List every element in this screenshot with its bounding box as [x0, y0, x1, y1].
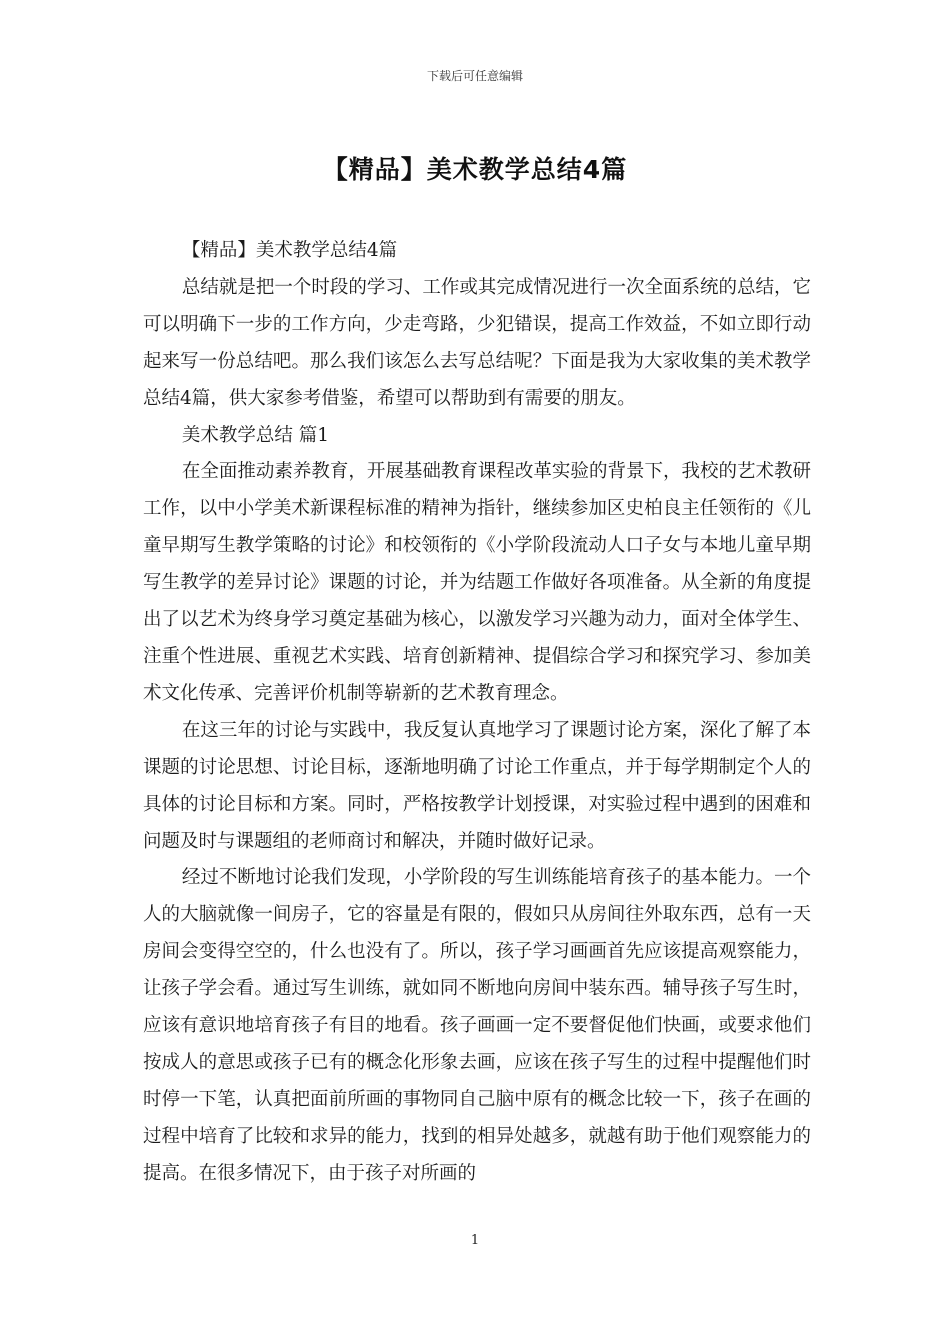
header-note: 下载后可任意编辑 — [426, 69, 523, 83]
document-title: 【精品】美术教学总结4篇 — [322, 155, 628, 184]
section-heading: 美术教学总结 篇1 — [181, 424, 329, 446]
paragraph: 经过不断地讨论我们发现，小学阶段的写生训练能培育孩子的基本能力。一个人的大脑就像一间房子，它的容量是有限的，假如只从房间往外取东西，总有一天房间会变得空空的，什么也没有了。所以，孩子学习画画首先应该提高观察能力，让孩子学会看。通过写生训练，就如同不断地向房间中装东西。辅导孩子写生时，应该有意识地培育孩子有目的地看。孩子画画一定不要督促他们快画，或要求他们按成人的意思或孩子已有的概念化形象去画，应该在孩子写生的过程中提醒他们时时停一下笔，认真把面前所画的事物同自己脑中原有的概念比较一下，孩子在画的过程中培育了比较和求异的能力，找到的相异处越多，就越有助于他们观察能力的提高。在很多情况下，由于孩子对所画的 — [143, 867, 811, 1184]
page-number: 1 — [470, 1233, 480, 1248]
paragraph: 在全面推动素养教育，开展基础教育课程改革实验的背景下，我校的艺术教研工作，以中小学美术新课程标准的精神为指针，继续参加区史柏良主任领衔的《儿童早期写生教学策略的讨论》和校领衔的《小学阶段流动人口子女与本地儿童早期写生教学的差异讨论》课题的讨论，并为结题工作做好各项准备。从全新的角度提出了以艺术为终身学习奠定基础为核心，以激发学习兴趣为动力，面对全体学生、注重个性进展、重视艺术实践、培育创新精神、提倡综合学习和探究学习、参加美术文化传承、完善评价机制等崭新的艺术教育理念。 — [143, 461, 811, 704]
paragraph: 在这三年的讨论与实践中，我反复认真地学习了课题讨论方案，深化了解了本课题的讨论思想、讨论目标，逐渐地明确了讨论工作重点，并于每学期制定个人的具体的讨论目标和方案。同时，严格按教学计划授课，对实验过程中遇到的困难和问题及时与课题组的老师商讨和解决，并随时做好记录。 — [143, 719, 811, 852]
document-body — [143, 233, 811, 1193]
paragraph-intro: 总结就是把一个时段的学习、工作或其完成情况进行一次全面系统的总结，它可以明确下一步的工作方向，少走弯路，少犯错误，提高工作效益，不如立即行动起来写一份总结吧。那么我们该怎么去写总结呢？下面是我为大家收集的美术教学总结4篇，供大家参考借鉴，希望可以帮助到有需要的朋友。 — [143, 276, 811, 409]
body-heading: 【精品】美术教学总结4篇 — [181, 240, 398, 261]
